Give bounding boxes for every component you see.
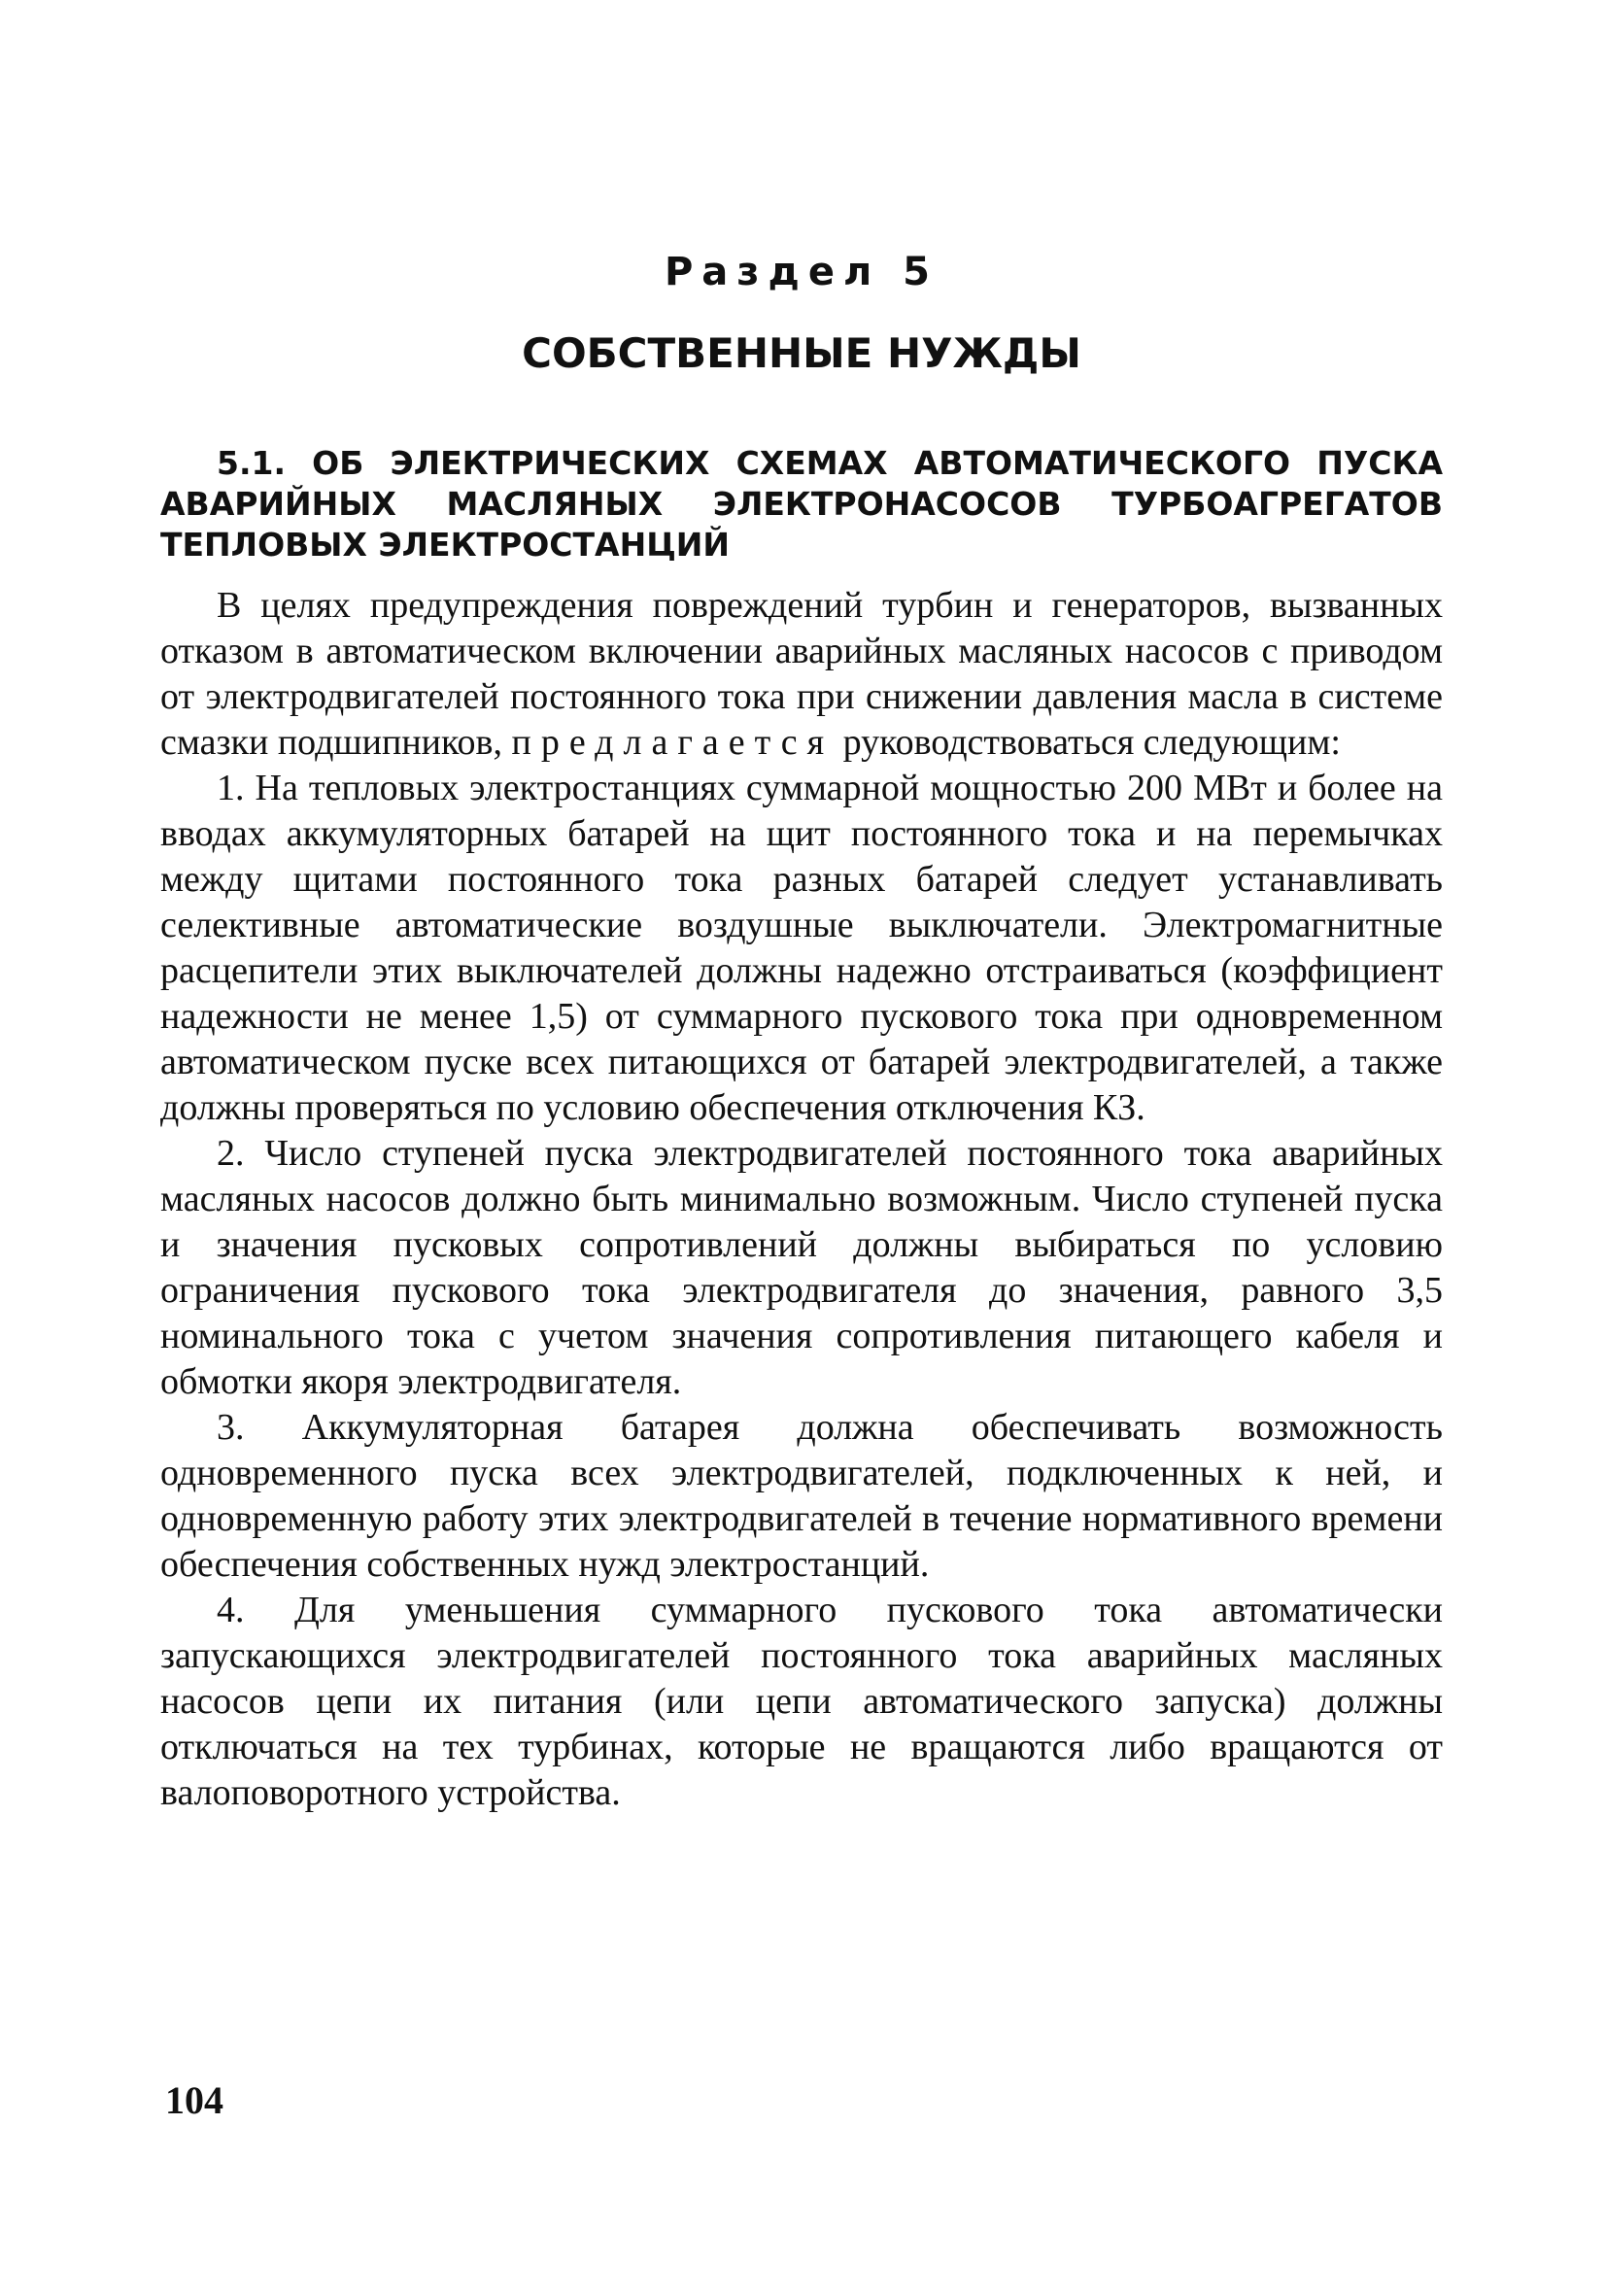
section-label: Раздел 5 [664,250,940,294]
list-item-2: 2. Число ступеней пуска электродвигателей постоянного тока аварийных масляных насосов должно быть минимально возможным. Число ступеней пуска и значения пусковых сопротивлений должны выбираться по условию ограничения пускового тока электродвигателя до значения, равного 3,5 номинального тока с учетом значения сопротивления питающего кабеля и обмотки якоря электродвигателя. [160,1133,1443,1402]
body-text [160,583,1443,1816]
page-content [160,243,1443,1816]
list-item-4: 4. Для уменьшения суммарного пускового тока автоматически запускающихся электродвигателей постоянного тока аварийных масляных насосов цепи их питания (или цепи автоматического запуска) должны отключаться на тех турбинах, которые не вращаются либо вращаются от валоповоротного устройства. [160,1590,1443,1813]
page-number: 104 [165,2078,223,2122]
list-item-1: 1. На тепловых электростанциях суммарной мощностью 200 МВт и более на вводах аккумуляторных батарей на щит постоянного тока и на перемычках между щитами постоянного тока разных батарей следует устанавливать селективные автоматические воздушные выключатели. Электромагнитные расцепители этих выключателей должны надежно отстраиваться (коэффициент надежности не менее 1,5) от суммарного пускового тока при одновременном автоматическом пуске всех питающихся от батарей электродвигателей, а также должны проверяться по условию обеспечения отключения КЗ. [160,768,1443,1128]
subsection-title: 5.1. ОБ ЭЛЕКТРИЧЕСКИХ СХЕМАХ АВТОМАТИЧЕСКОГО ПУСКА АВАРИЙНЫХ МАСЛЯНЫХ ЭЛЕКТРОНАСОСОВ ТУРБОАГРЕГАТОВ ТЕПЛОВЫХ ЭЛЕКТРОСТАНЦИЙ [160,444,1443,564]
intro-spaced-word: предлагается [511,722,835,763]
intro-paragraph [160,583,1443,766]
intro-text: В целях предупреждения повреждений турбин и генераторов, вызванных отказом в автоматическом включении аварийных масляных насосов с приводом от электродвигателей постоянного тока при снижении давления масла в системе смазки подшипников, [160,585,1443,763]
section-title: СОБСТВЕННЫЕ НУЖДЫ [522,329,1081,377]
intro-tail: руководствоваться следующим: [842,722,1341,763]
list-item-3: 3. Аккумуляторная батарея должна обеспечивать возможность одновременного пуска всех электродвигателей, подключенных к ней, и одновременную работу этих электродвигателей в течение нормативного времени обеспечения собственных нужд электростанций. [160,1407,1443,1585]
